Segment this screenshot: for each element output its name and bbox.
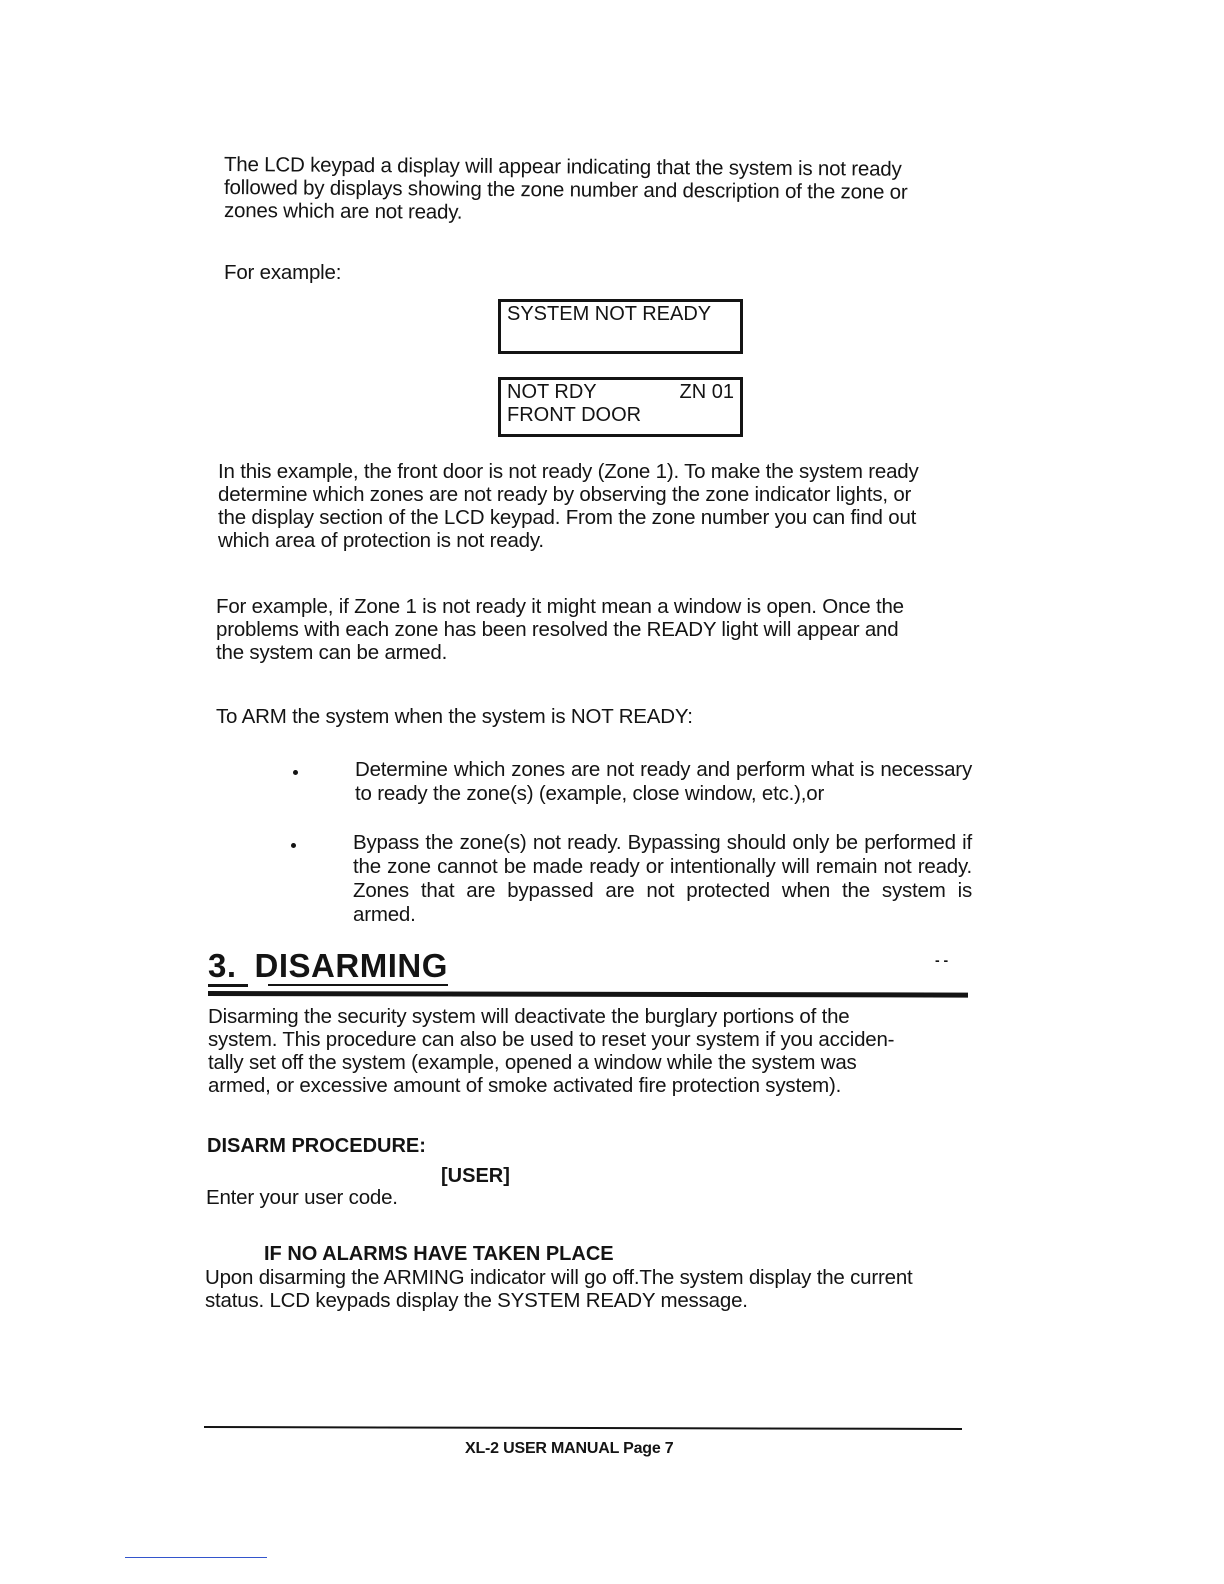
- bullet-item: Determine which zones are not ready and perform what is necessary to ready the zone(s) (example, close window, etc.),or: [355, 758, 972, 805]
- lcd-display-system-not-ready: [498, 299, 743, 354]
- arm-intro: To ARM the system when the system is NOT READY:: [216, 705, 693, 728]
- bullet-icon: [293, 770, 298, 775]
- zone-line-1: For example, if Zone 1 is not ready it might mean a window is open. Once the: [216, 595, 904, 618]
- bullet-item: Bypass the zone(s) not ready. Bypassing should only be performed if the zone cannot be made ready or intentionally will remain not ready. Zones that are bypassed are not protected when the system is armed.: [353, 831, 972, 926]
- lcd-line-1: SYSTEM NOT READY: [507, 303, 712, 325]
- zone-paragraph: [216, 595, 978, 664]
- disarm-line-3: tally set off the system (example, opened a window while the system was: [208, 1051, 857, 1074]
- example-line-1: In this example, the front door is not ready (Zone 1). To make the system ready: [218, 460, 919, 483]
- final-line-2: status. LCD keypads display the SYSTEM READY message.: [205, 1289, 748, 1312]
- section-number: 3.: [208, 947, 237, 984]
- footer-rule: [204, 1426, 962, 1430]
- intro-line-1: The LCD keypad a display will appear indicating that the system is not ready: [223, 153, 902, 181]
- disarm-paragraph: [208, 1005, 968, 1097]
- lcd-line-2: FRONT DOOR: [507, 404, 642, 426]
- lcd-line-1: [507, 381, 734, 404]
- enter-code-text: Enter your user code.: [206, 1186, 398, 1209]
- final-paragraph: [205, 1266, 967, 1312]
- no-alarms-label: IF NO ALARMS HAVE TAKEN PLACE: [264, 1243, 614, 1265]
- lcd-display-zone: [498, 377, 743, 437]
- heading-underline-title: [268, 984, 448, 986]
- page-edge-mark: [125, 1557, 267, 1558]
- example-paragraph: [218, 460, 980, 552]
- intro-paragraph: [224, 153, 984, 222]
- for-example-label: For example:: [224, 261, 342, 284]
- section-title: DISARMING: [254, 947, 448, 984]
- final-line-1: Upon disarming the ARMING indicator will go off.The system display the current: [205, 1266, 913, 1289]
- disarm-line-4: armed, or excessive amount of smoke activated fire protection system).: [208, 1074, 842, 1097]
- example-line-3: the display section of the LCD keypad. From the zone number you can find out: [218, 506, 917, 529]
- bullet-icon: [291, 843, 296, 848]
- heading-underline-short: [208, 984, 248, 987]
- intro-line-2: followed by displays showing the zone number and description of the zone or: [223, 176, 908, 204]
- zone-line-3: the system can be armed.: [216, 641, 448, 664]
- section-heading: [208, 948, 448, 984]
- lcd-zone-number: ZN 01: [679, 381, 734, 403]
- user-key-label: [USER]: [441, 1165, 510, 1187]
- lcd-status-text: NOT RDY: [507, 381, 597, 403]
- section-divider: [208, 991, 968, 998]
- disarm-line-1: Disarming the security system will deactivate the burglary portions of the: [208, 1005, 850, 1028]
- heading-mark: - -: [935, 952, 949, 968]
- page-footer: XL-2 USER MANUAL Page 7: [465, 1440, 674, 1457]
- disarm-procedure-label: DISARM PROCEDURE:: [207, 1135, 426, 1157]
- disarm-line-2: system. This procedure can also be used to reset your system if you acciden-: [208, 1028, 895, 1051]
- example-line-2: determine which zones are not ready by observing the zone indicator lights, or: [218, 483, 912, 506]
- intro-line-3: zones which are not ready.: [223, 199, 463, 224]
- zone-line-2: problems with each zone has been resolved the READY light will appear and: [216, 618, 899, 641]
- example-line-4: which area of protection is not ready.: [218, 529, 544, 552]
